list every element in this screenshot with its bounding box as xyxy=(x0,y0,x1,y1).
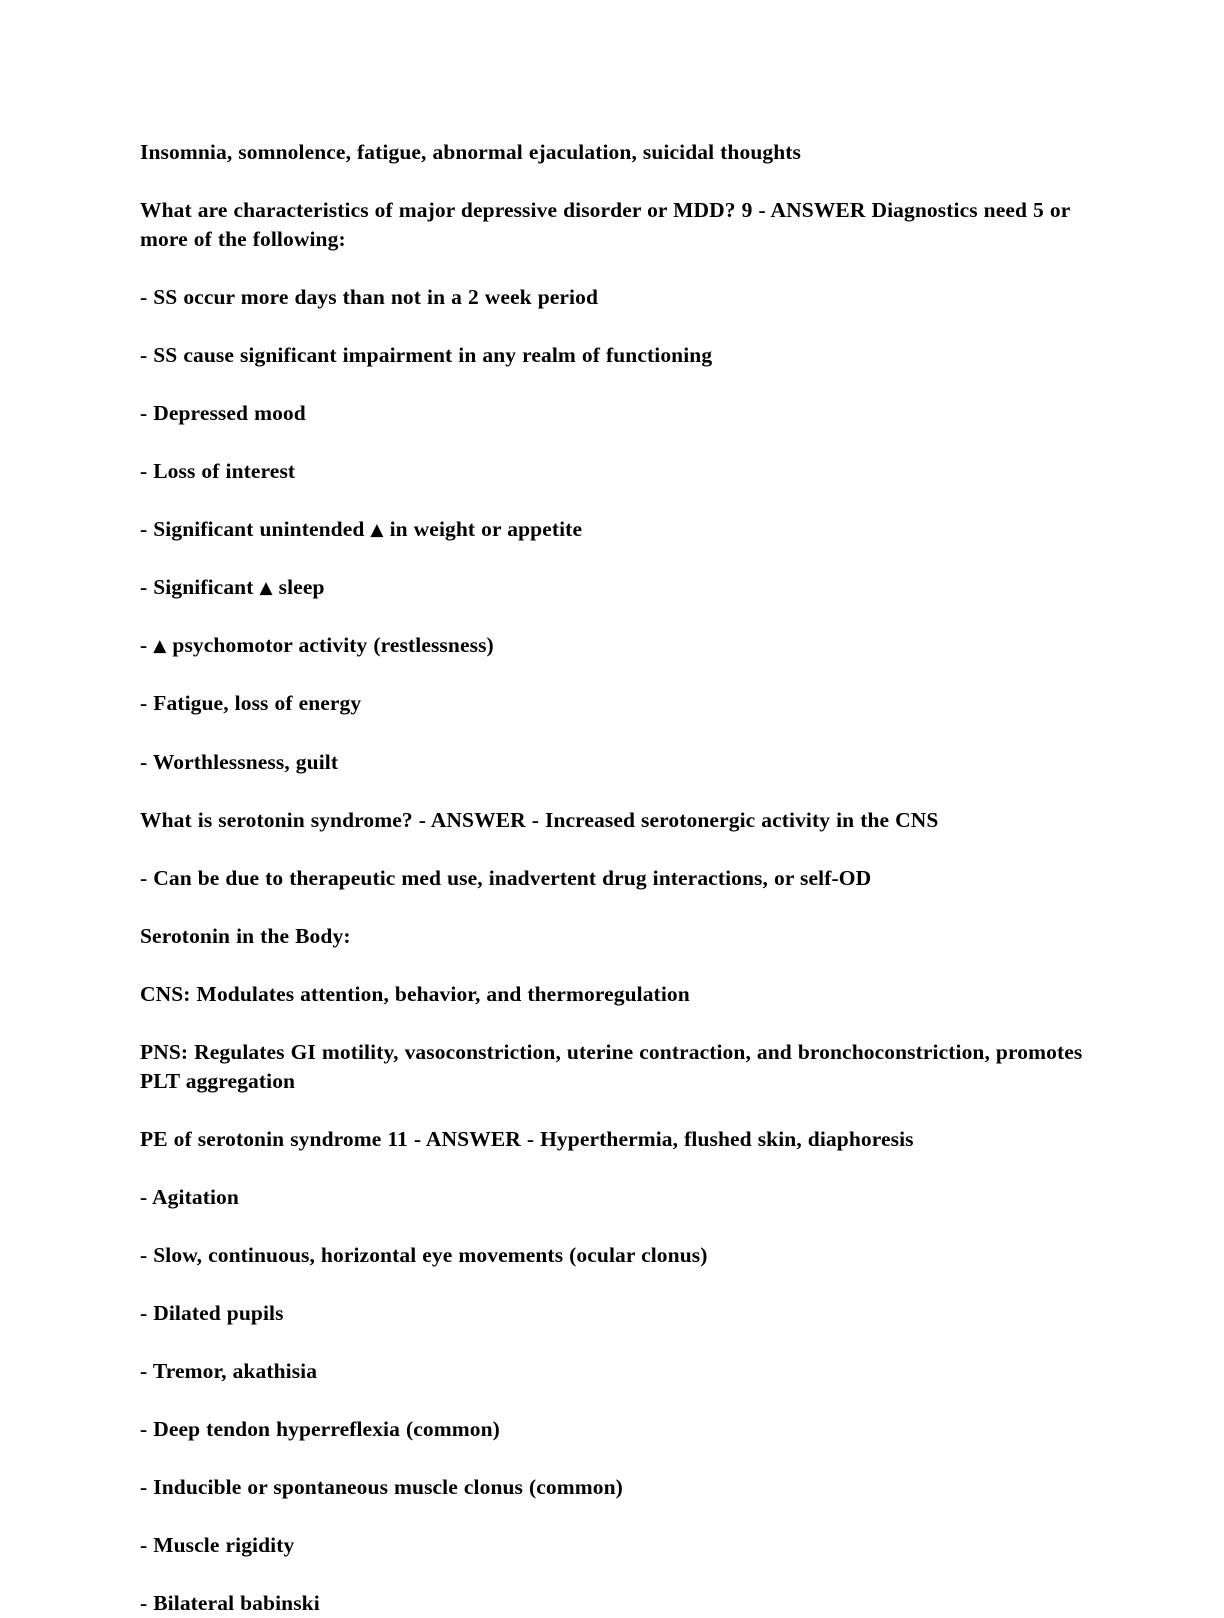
increase-decrease-icon: ▲ xyxy=(259,578,273,599)
paragraph: - Inducible or spontaneous muscle clonus (common) xyxy=(140,1475,623,1500)
increase-decrease-icon: ▲ xyxy=(370,520,384,541)
paragraph: - Dilated pupils xyxy=(140,1300,284,1325)
paragraph: PNS: Regulates GI motility, vasoconstriction, uterine contraction, and bronchoconstriction, promotes PLT aggregation xyxy=(140,1040,1083,1093)
paragraph: - Muscle rigidity xyxy=(140,1533,295,1558)
paragraph: - Depressed mood xyxy=(140,400,306,425)
paragraph: - Can be due to therapeutic med use, inadvertent drug interactions, or self-OD xyxy=(140,865,872,890)
paragraph: What are characteristics of major depressive disorder or MDD? 9 - ANSWER Diagnostics need 5 or more of the following: xyxy=(140,198,1070,251)
paragraph: - Loss of interest xyxy=(140,459,296,484)
paragraph: - SS cause significant impairment in any realm of functioning xyxy=(140,342,713,367)
paragraph: - Agitation xyxy=(140,1184,239,1209)
increase-decrease-icon: ▲ xyxy=(153,636,167,657)
document-body xyxy=(140,138,1084,1618)
paragraph: - Deep tendon hyperreflexia (common) xyxy=(140,1417,500,1442)
paragraph: PE of serotonin syndrome 11 - ANSWER - Hyperthermia, flushed skin, diaphoresis xyxy=(140,1126,914,1151)
paragraph: CNS: Modulates attention, behavior, and thermoregulation xyxy=(140,981,690,1006)
paragraph: - Significant ▲ sleep xyxy=(140,575,325,600)
paragraph: - Tremor, akathisia xyxy=(140,1359,318,1384)
paragraph: - Fatigue, loss of energy xyxy=(140,691,362,716)
paragraph: What is serotonin syndrome? - ANSWER - Increased serotonergic activity in the CNS xyxy=(140,807,939,832)
paragraph: - Worthlessness, guilt xyxy=(140,749,339,774)
paragraph: - SS occur more days than not in a 2 week period xyxy=(140,284,599,309)
paragraph: Insomnia, somnolence, fatigue, abnormal ejaculation, suicidal thoughts xyxy=(140,140,802,164)
paragraph: - Slow, continuous, horizontal eye movements (ocular clonus) xyxy=(140,1242,708,1267)
paragraph: - Bilateral babinski xyxy=(140,1591,320,1616)
paragraph: Serotonin in the Body: xyxy=(140,923,351,948)
paragraph: - Significant unintended ▲ in weight or appetite xyxy=(140,517,583,542)
paragraph: - ▲ psychomotor activity (restlessness) xyxy=(140,633,494,658)
